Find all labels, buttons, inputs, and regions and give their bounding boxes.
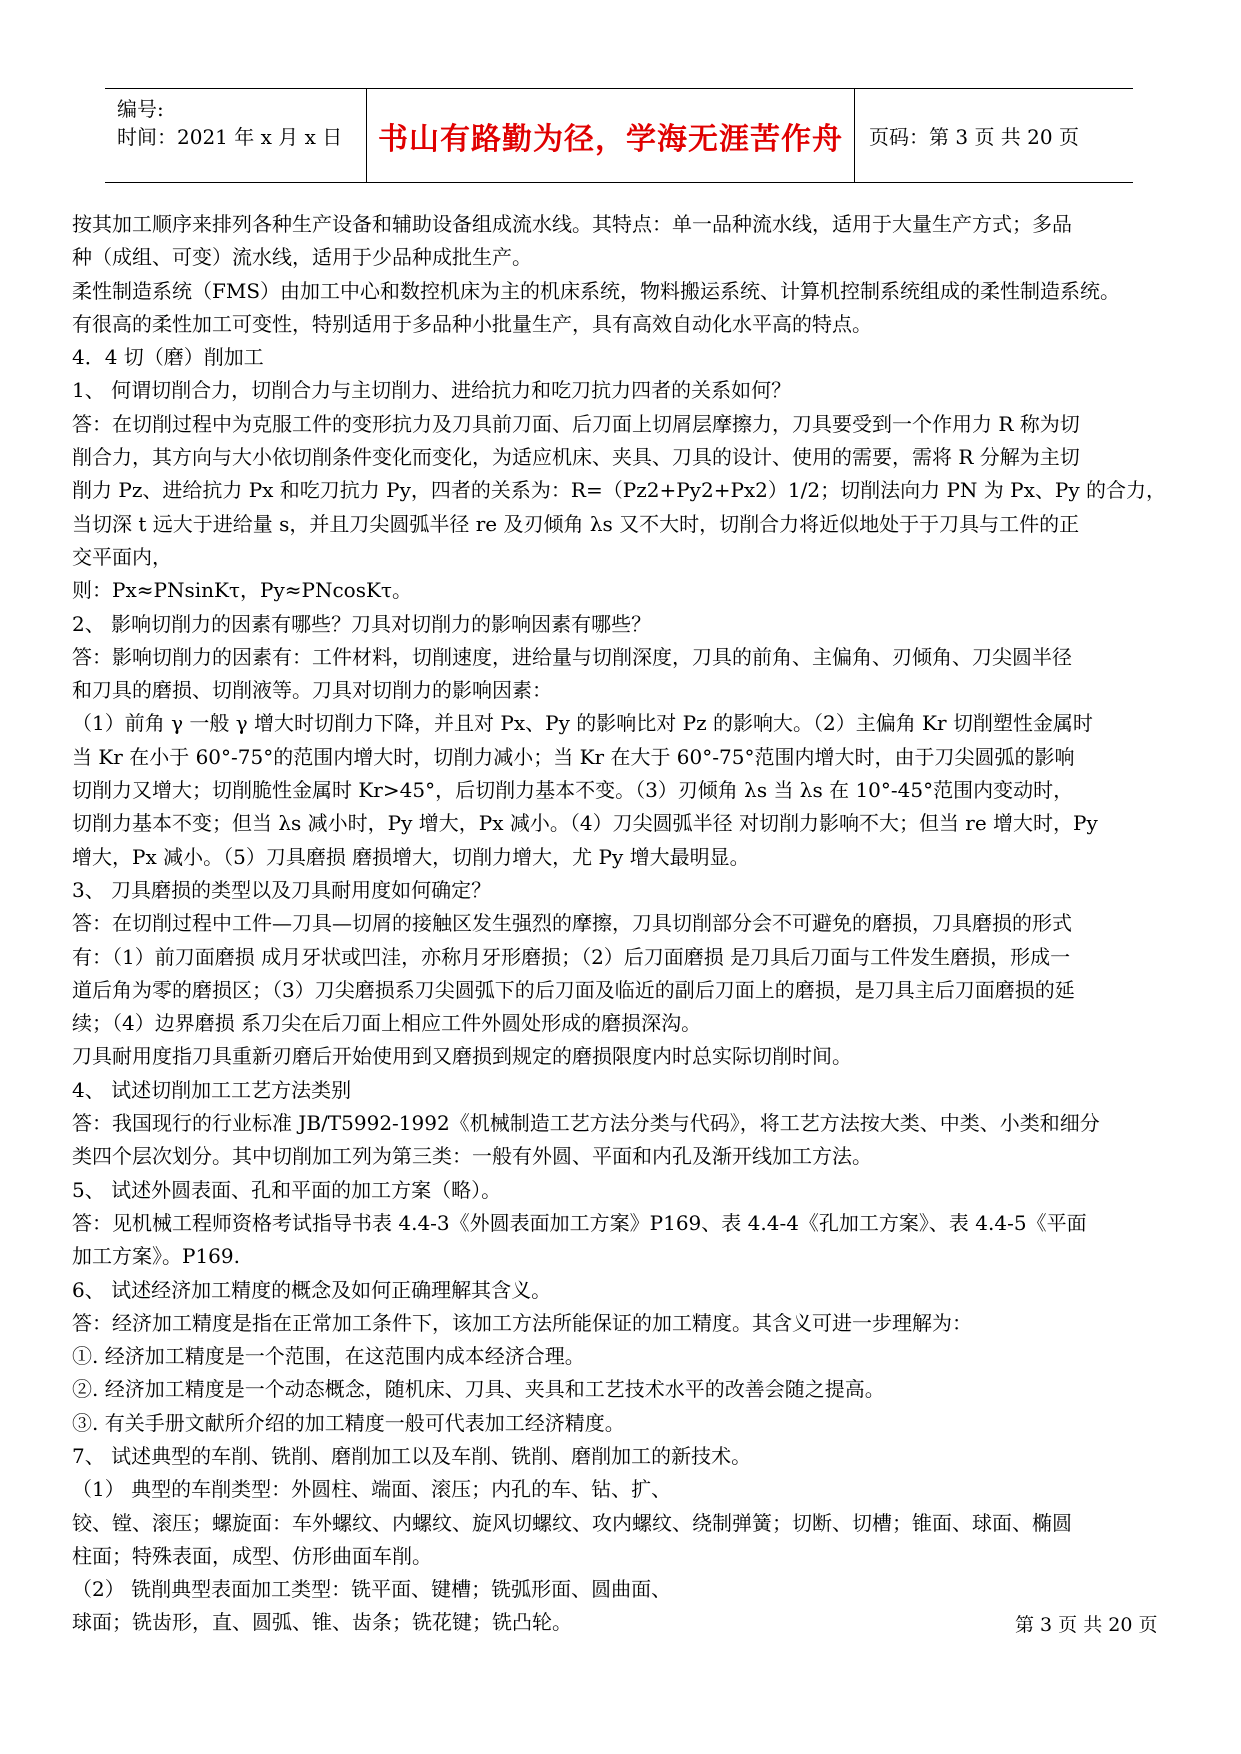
body-line: 4、 试述切削加工工艺方法类别: [72, 1077, 352, 1102]
body-line: 当切深 t 远大于进给量 s，并且刀尖圆弧半径 re 及刃倾角 λs 又不大时，切削合力将近似地处于于刀具与工件的正: [72, 511, 1080, 536]
body-line: 答：在切削过程中工件—刀具—切屑的接触区发生强烈的摩擦，刀具切削部分会不可避免的磨损，刀具磨损的形式: [72, 911, 1072, 936]
footer-page-number: 第 3 页 共 20 页: [1015, 1614, 1158, 1636]
body-line: 种（成组、可变）流水线，适用于少品种成批生产。: [72, 245, 532, 270]
body-line: 答：我国现行的行业标准 JB/T5992-1992《机械制造工艺方法分类与代码》，将工艺方法按大类、中类、小类和细分: [72, 1111, 1100, 1136]
body-line: 6、 试述经济加工精度的概念及如何正确理解其含义。: [72, 1277, 552, 1302]
document-body: [72, 208, 1172, 1640]
body-line: 柔性制造系统（FMS）由加工中心和数控机床为主的机床系统，物料搬运系统、计算机控制系统组成的柔性制造系统。: [72, 278, 1121, 303]
body-line: 加工方案》。P169.: [72, 1244, 240, 1269]
body-line: 道后角为零的磨损区；（3）刀尖磨损系刀尖圆弧下的后刀面及临近的副后刀面上的磨损，是刀具主后刀面磨损的延: [72, 977, 1075, 1002]
body-line: 有很高的柔性加工可变性，特别适用于多品种小批量生产，具有高效自动化水平高的特点。: [72, 311, 872, 336]
body-line: 则：Px≈PNsinKτ，Py≈PNcosKτ。: [72, 578, 412, 603]
body-line: （1） 典型的车削类型：外圆柱、端面、滚压；内孔的车、钻、扩、: [72, 1477, 672, 1502]
number-label: 编号:: [117, 97, 164, 121]
header-info-cell: [105, 89, 367, 182]
body-line: 交平面内，: [72, 544, 172, 569]
body-line: 柱面；特殊表面，成型、仿形曲面车削。: [72, 1543, 432, 1568]
body-line: 5、 试述外圆表面、孔和平面的加工方案（略）。: [72, 1177, 502, 1202]
body-line: 切削力又增大；切削脆性金属时 Kr>45°，后切削力基本不变。（3）刃倾角 λs 当 λs 在 10°-45°范围内变动时，: [72, 778, 1074, 803]
page-header: [105, 88, 1133, 183]
body-line: 答：见机械工程师资格考试指导书表 4.4-3《外圆表面加工方案》P169、表 4.4-4《孔加工方案》、表 4.4-5《平面: [72, 1210, 1087, 1235]
body-line: ①. 经济加工精度是一个范围，在这范围内成本经济合理。: [72, 1344, 585, 1369]
body-line: 2、 影响切削力的因素有哪些？刀具对切削力的影响因素有哪些？: [72, 611, 652, 636]
body-line: 铰、镗、滚压；螺旋面：车外螺纹、内螺纹、旋风切螺纹、攻内螺纹、绕制弹簧；切断、切槽；锥面、球面、椭圆: [72, 1510, 1072, 1535]
body-line: 球面；铣齿形，直、圆弧、锥、齿条；铣花键；铣凸轮。: [72, 1610, 572, 1635]
body-line: ③. 有关手册文献所介绍的加工精度一般可代表加工经济精度。: [72, 1410, 625, 1435]
body-line: 1、 何谓切削合力，切削合力与主切削力、进给抗力和吃刀抗力四者的关系如何？: [72, 378, 792, 403]
body-line: 答：经济加工精度是指在正常加工条件下，该加工方法所能保证的加工精度。其含义可进一步理解为：: [72, 1310, 972, 1335]
body-line: 按其加工顺序来排列各种生产设备和辅助设备组成流水线。其特点：单一品种流水线，适用于大量生产方式；多品: [72, 212, 1072, 236]
body-line: 7、 试述典型的车削、铣削、磨削加工以及车削、铣削、磨削加工的新技术。: [72, 1443, 752, 1468]
body-line: 切削力基本不变；但当 λs 减小时，Py 增大，Px 减小。（4）刀尖圆弧半径 对切削力影响不大；但当 re 增大时，Py: [72, 811, 1098, 836]
body-line: 和刀具的磨损、切削液等。刀具对切削力的影响因素：: [72, 678, 552, 703]
body-line: 答：影响切削力的因素有：工件材料，切削速度，进给量与切削深度，刀具的前角、主偏角、刃倾角、刀尖圆半径: [72, 644, 1072, 669]
body-line: 有：（1）前刀面磨损 成月牙状或凹洼，亦称月牙形磨损；（2）后刀面磨损 是刀具后刀面与工件发生磨损，形成一: [72, 944, 1071, 969]
motto-text: 书山有路勤为径，学海无涯苦作舟: [378, 121, 843, 157]
body-line: 续；（4）边界磨损 系刀尖在后刀面上相应工件外圆处形成的磨损深沟。: [72, 1011, 702, 1036]
body-line: （1）前角 γ 一般 γ 增大时切削力下降，并且对 Px、Py 的影响比对 Pz 的影响大。（2）主偏角 Kr 切削塑性金属时: [72, 711, 1093, 736]
page-code-cell: [855, 89, 1133, 182]
motto-cell: [367, 89, 855, 182]
body-line: 削力 Pz、进给抗力 Px 和吃刀抗力 Py，四者的关系为：R=（Pz2+Py2+Px2）1/2；切削法向力 PN 为 Px、Py 的合力，: [72, 478, 1166, 503]
body-line: 答：在切削过程中为克服工件的变形抗力及刀具前刀面、后刀面上切屑层摩擦力，刀具要受到一个作用力 R 称为切: [72, 411, 1080, 436]
page-code: 页码：第 3 页 共 20 页: [869, 125, 1079, 149]
time-label: 时间：2021 年 x 月 x 日: [117, 125, 343, 149]
body-line: 当 Kr 在小于 60°-75°的范围内增大时，切削力减小；当 Kr 在大于 60°-75°范围内增大时，由于刀尖圆弧的影响: [72, 744, 1075, 769]
body-line: ②. 经济加工精度是一个动态概念，随机床、刀具、夹具和工艺技术水平的改善会随之提高。: [72, 1377, 885, 1402]
page-footer: [1015, 1610, 1157, 1637]
body-line: 削合力，其方向与大小依切削条件变化而变化，为适应机床、夹具、刀具的设计、使用的需要，需将 R 分解为主切: [72, 445, 1080, 470]
body-line: 3、 刀具磨损的类型以及刀具耐用度如何确定？: [72, 877, 492, 902]
body-line: 4．4 切（磨）削加工: [72, 345, 264, 370]
body-line: 类四个层次划分。其中切削加工列为第三类：一般有外圆、平面和内孔及渐开线加工方法。: [72, 1144, 872, 1169]
body-line: 增大，Px 减小。（5）刀具磨损 磨损增大，切削力增大，尤 Py 增大最明显。: [72, 844, 750, 869]
body-line: （2） 铣削典型表面加工类型：铣平面、键槽；铣弧形面、圆曲面、: [72, 1577, 672, 1602]
body-line: 刀具耐用度指刀具重新刃磨后开始使用到又磨损到规定的磨损限度内时总实际切削时间。: [72, 1044, 852, 1069]
